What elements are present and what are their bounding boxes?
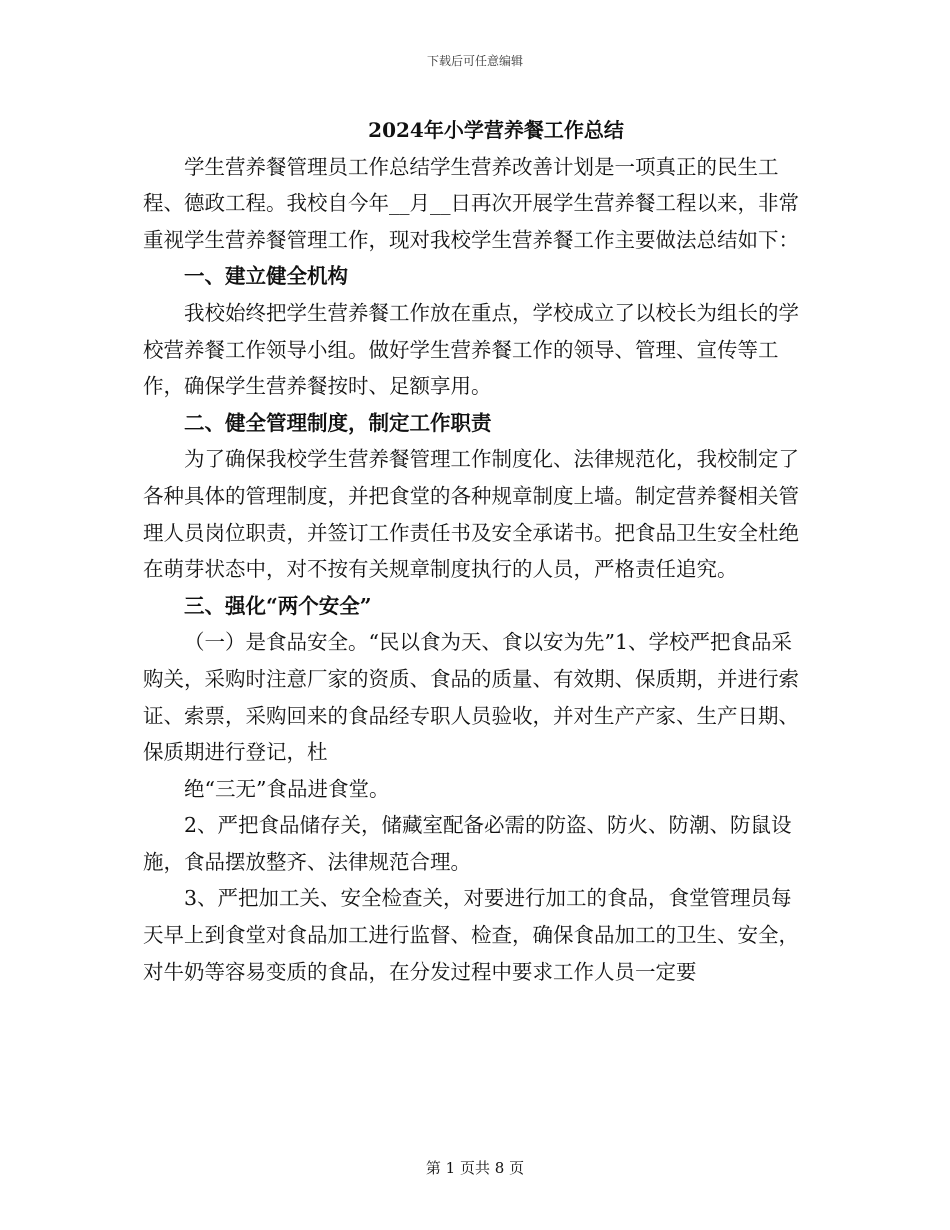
document-title: 2024年小学营养餐工作总结	[368, 118, 624, 142]
page-footer: 第 1 页共 8 页	[425, 1159, 525, 1177]
paragraph-5: 3、严把加工关、安全检查关，对要进行加工的食品，食堂管理员每天早上到食堂对食品加工进行监督、检查，确保食品加工的卫生、安全，对牛奶等容易变质的食品，在分发过程中要求工作人员一定要	[143, 886, 799, 984]
paragraph-intro: 学生营养餐管理员工作总结学生营养改善计划是一项真正的民生工程、德政工程。我校自今年__月__日再次开展学生营养餐工程以来，非常重视学生营养餐管理工作，现对我校学生营养餐工作主要做法总结如下：	[143, 154, 799, 252]
section-heading-1: 一、建立健全机构	[184, 264, 348, 289]
paragraph-3-continued: 绝“三无”食品进食堂。	[184, 776, 390, 801]
paragraph-4: 2、严把食品储存关，储藏室配备必需的防盗、防火、防潮、防鼠设施，食品摆放整齐、法律规范合理。	[143, 813, 792, 874]
paragraph-2: 为了确保我校学生营养餐管理工作制度化、法律规范化，我校制定了各种具体的管理制度，并把食堂的各种规章制度上墙。制定营养餐相关管理人员岗位职责，并签订工作责任书及安全承诺书。把食品卫生安全杜绝在萌芽状态中，对不按有关规章制度执行的人员，严格责任追究。	[143, 447, 799, 582]
paragraph-1: 我校始终把学生营养餐工作放在重点，学校成立了以校长为组长的学校营养餐工作领导小组。做好学生营养餐工作的领导、管理、宣传等工作，确保学生营养餐按时、足额享用。	[143, 300, 799, 399]
section-heading-2: 二、健全管理制度，制定工作职责	[184, 410, 492, 435]
paragraph-3: （一）是食品安全。“民以食为天、食以安为先”1、学校严把食品采购关，采购时注意厂家的资质、食品的质量、有效期、保质期，并进行索证、索票，采购回来的食品经专职人员验收，并对生产产家、生产日期、保质期进行登记，杜	[143, 630, 799, 765]
section-heading-3: 三、强化“两个安全”	[184, 593, 372, 618]
page-header: 下载后可任意编辑	[426, 54, 523, 68]
document-body	[143, 112, 809, 990]
